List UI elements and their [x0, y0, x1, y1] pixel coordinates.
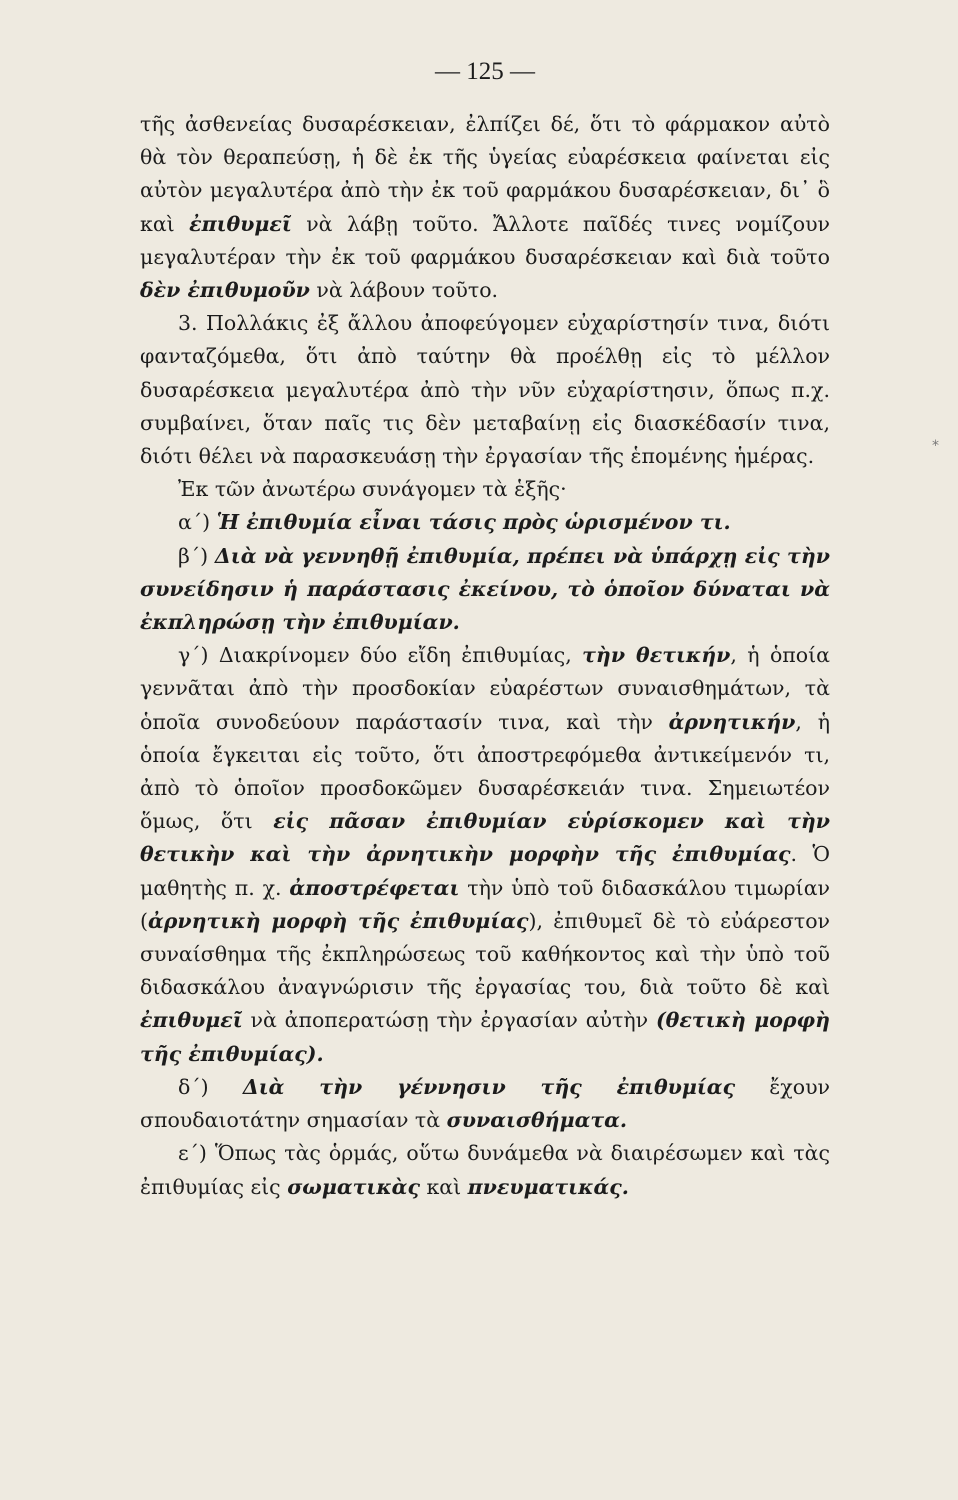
point-label: γ΄): [178, 643, 209, 668]
point-label: δ΄): [178, 1074, 209, 1099]
page-number: — 125 —: [435, 58, 535, 85]
emphasis: εἰς πᾶσαν ἐπιθυμίαν εὑρίσκομεν καὶ τὴν θετικὴν καὶ τὴν ἀρνητικὴν μορφὴν τῆς ἐπιθυμίας: [140, 809, 831, 867]
emphasis: ἀρνητικὴ μορφὴ τῆς ἐπιθυμίας: [148, 908, 529, 933]
text-run: τῆς ἀσθενείας δυσαρέσκειαν, ἐλπίζει δέ, ὅτι τὸ φάρμακον αὐτὸ θὰ τὸν θεραπεύσῃ, ἡ δὲ ἐκ τῆς ὑγείας εὐαρέσκεια φαίνεται εἰς αὐτὸν μεγαλυτέρα ἀπὸ τὴν ἐκ τοῦ φαρμάκου δυσαρέσκειαν, δι᾽ ὃ καὶ: [140, 112, 830, 236]
emphasis: ἀποστρέφεται: [289, 875, 460, 900]
text-run: καὶ: [419, 1174, 468, 1199]
paragraph-conclusion-intro: Ἐκ τῶν ἀνωτέρω συνάγομεν τὰ ἑξῆς·: [178, 477, 567, 502]
text-run: ), ἐπιθυμεῖ δὲ τὸ εὐάρεστον συναίσθημα τῆς ἐκπληρώσεως τοῦ καθήκοντος καὶ τὴν ὑπὸ τοῦ διδασκάλου ἀναγνώρισιν τῆς ἐργασίας του, διὰ τοῦτο δὲ καὶ: [140, 908, 831, 1000]
text-run: Διακρίνομεν δύο εἴδη ἐπιθυμίας,: [208, 643, 583, 668]
text-run: ἔχουν σπουδαιοτάτην σημασίαν τὰ: [140, 1074, 830, 1133]
text-run: νὰ λάβουν τοῦτο.: [309, 278, 499, 303]
emphasis: δὲν ἐπιθυμοῦν: [140, 278, 310, 303]
emphasis: Ἡ ἐπιθυμία εἶναι τάσις πρὸς ὡρισμένον τι.: [216, 510, 731, 535]
emphasis: Διὰ νὰ γεννηθῇ ἐπιθυμία, πρέπει νὰ ὑπάρχῃ εἰς τὴν συνείδησιν ἡ παράστασις ἐκείνου, τὸ ὁποῖον δύναται νὰ ἐκπληρώσῃ τὴν ἐπιθυμίαν.: [140, 543, 830, 635]
point-e: [140, 1137, 830, 1203]
paragraph-continuation: [140, 108, 830, 307]
point-b: [140, 540, 830, 640]
emphasis: (θετικὴ μορφὴ τῆς ἐπιθυμίας).: [140, 1008, 830, 1066]
emphasis: σωματικὰς: [287, 1174, 420, 1199]
point-a: [140, 506, 830, 539]
text-run: , ἡ ὁποία ἔγκειται εἰς τοῦτο, ὅτι ἀποστρεφόμεθα ἀντικείμενόν τι, ἀπὸ τὸ ὁποῖον προσδοκῶμεν δυσαρέσκειάν τινα. Σημειωτέον ὅμως, ὅτι: [140, 709, 830, 834]
paragraph-3: 3. Πολλάκις ἐξ ἄλλου ἀποφεύγομεν εὐχαρίστησίν τινα, διότι φανταζόμεθα, ὅτι ἀπὸ ταύτην θὰ προέλθῃ εἰς τὸ μέλλον δυσαρέσκεια μεγαλυτέρα ἀπὸ τὴν νῦν εὐχαρίστησιν, ὅπως π.χ. συμβαίνει, ὅταν παῖς τις δὲν μεταβαίνῃ εἰς διασκέδασίν τινα, διότι θέλει νὰ παρασκευάσῃ τὴν ἐργασίαν τῆς ἑπομένης ἡμέρας.: [140, 311, 830, 469]
text-run: νὰ ἀποπερατώσῃ τὴν ἐργασίαν αὐτὴν: [242, 1008, 656, 1033]
emphasis: ἀρνητικήν: [668, 709, 796, 734]
text-run: . Ὁ μαθητὴς π. χ.: [140, 842, 830, 900]
page-text: [140, 108, 830, 1204]
point-label: ε΄): [178, 1141, 207, 1166]
emphasis: Διὰ τὴν γέννησιν τῆς ἐπιθυμίας: [242, 1074, 736, 1099]
point-label: β΄): [178, 543, 209, 568]
text-run: νὰ λάβῃ τοῦτο. Ἄλλοτε παῖδές τινες νομίζουν μεγαλυτέραν τὴν ἐκ τοῦ φαρμάκου δυσαρέσκειαν καὶ διὰ τοῦτο: [140, 211, 830, 269]
text-run: τὴν ὑπὸ τοῦ διδασκάλου τιμωρίαν (: [140, 875, 830, 933]
emphasis: συναισθήματα.: [446, 1108, 628, 1133]
point-d: [140, 1071, 830, 1137]
emphasis: πνευματικάς.: [467, 1174, 629, 1199]
emphasis: ἐπιθυμεῖ: [140, 1008, 243, 1033]
text-run: Ὅπως τὰς ὁρμάς, οὕτω δυνάμεθα νὰ διαιρέσωμεν καὶ τὰς ἐπιθυμίας εἰς: [140, 1141, 830, 1199]
point-label: α΄): [178, 510, 211, 535]
margin-asterisk: *: [932, 438, 939, 454]
point-c: [140, 639, 830, 1071]
text-run: , ἡ ὁποία γεννᾶται ἀπὸ τὴν προσδοκίαν εὐαρέστων συναισθημάτων, τὰ ὁποῖα συνοδεύουν παράστασίν τινα, καὶ τὴν: [140, 643, 830, 734]
emphasis: ἐπιθυμεῖ: [189, 211, 292, 236]
emphasis: τὴν θετικήν: [582, 643, 731, 668]
